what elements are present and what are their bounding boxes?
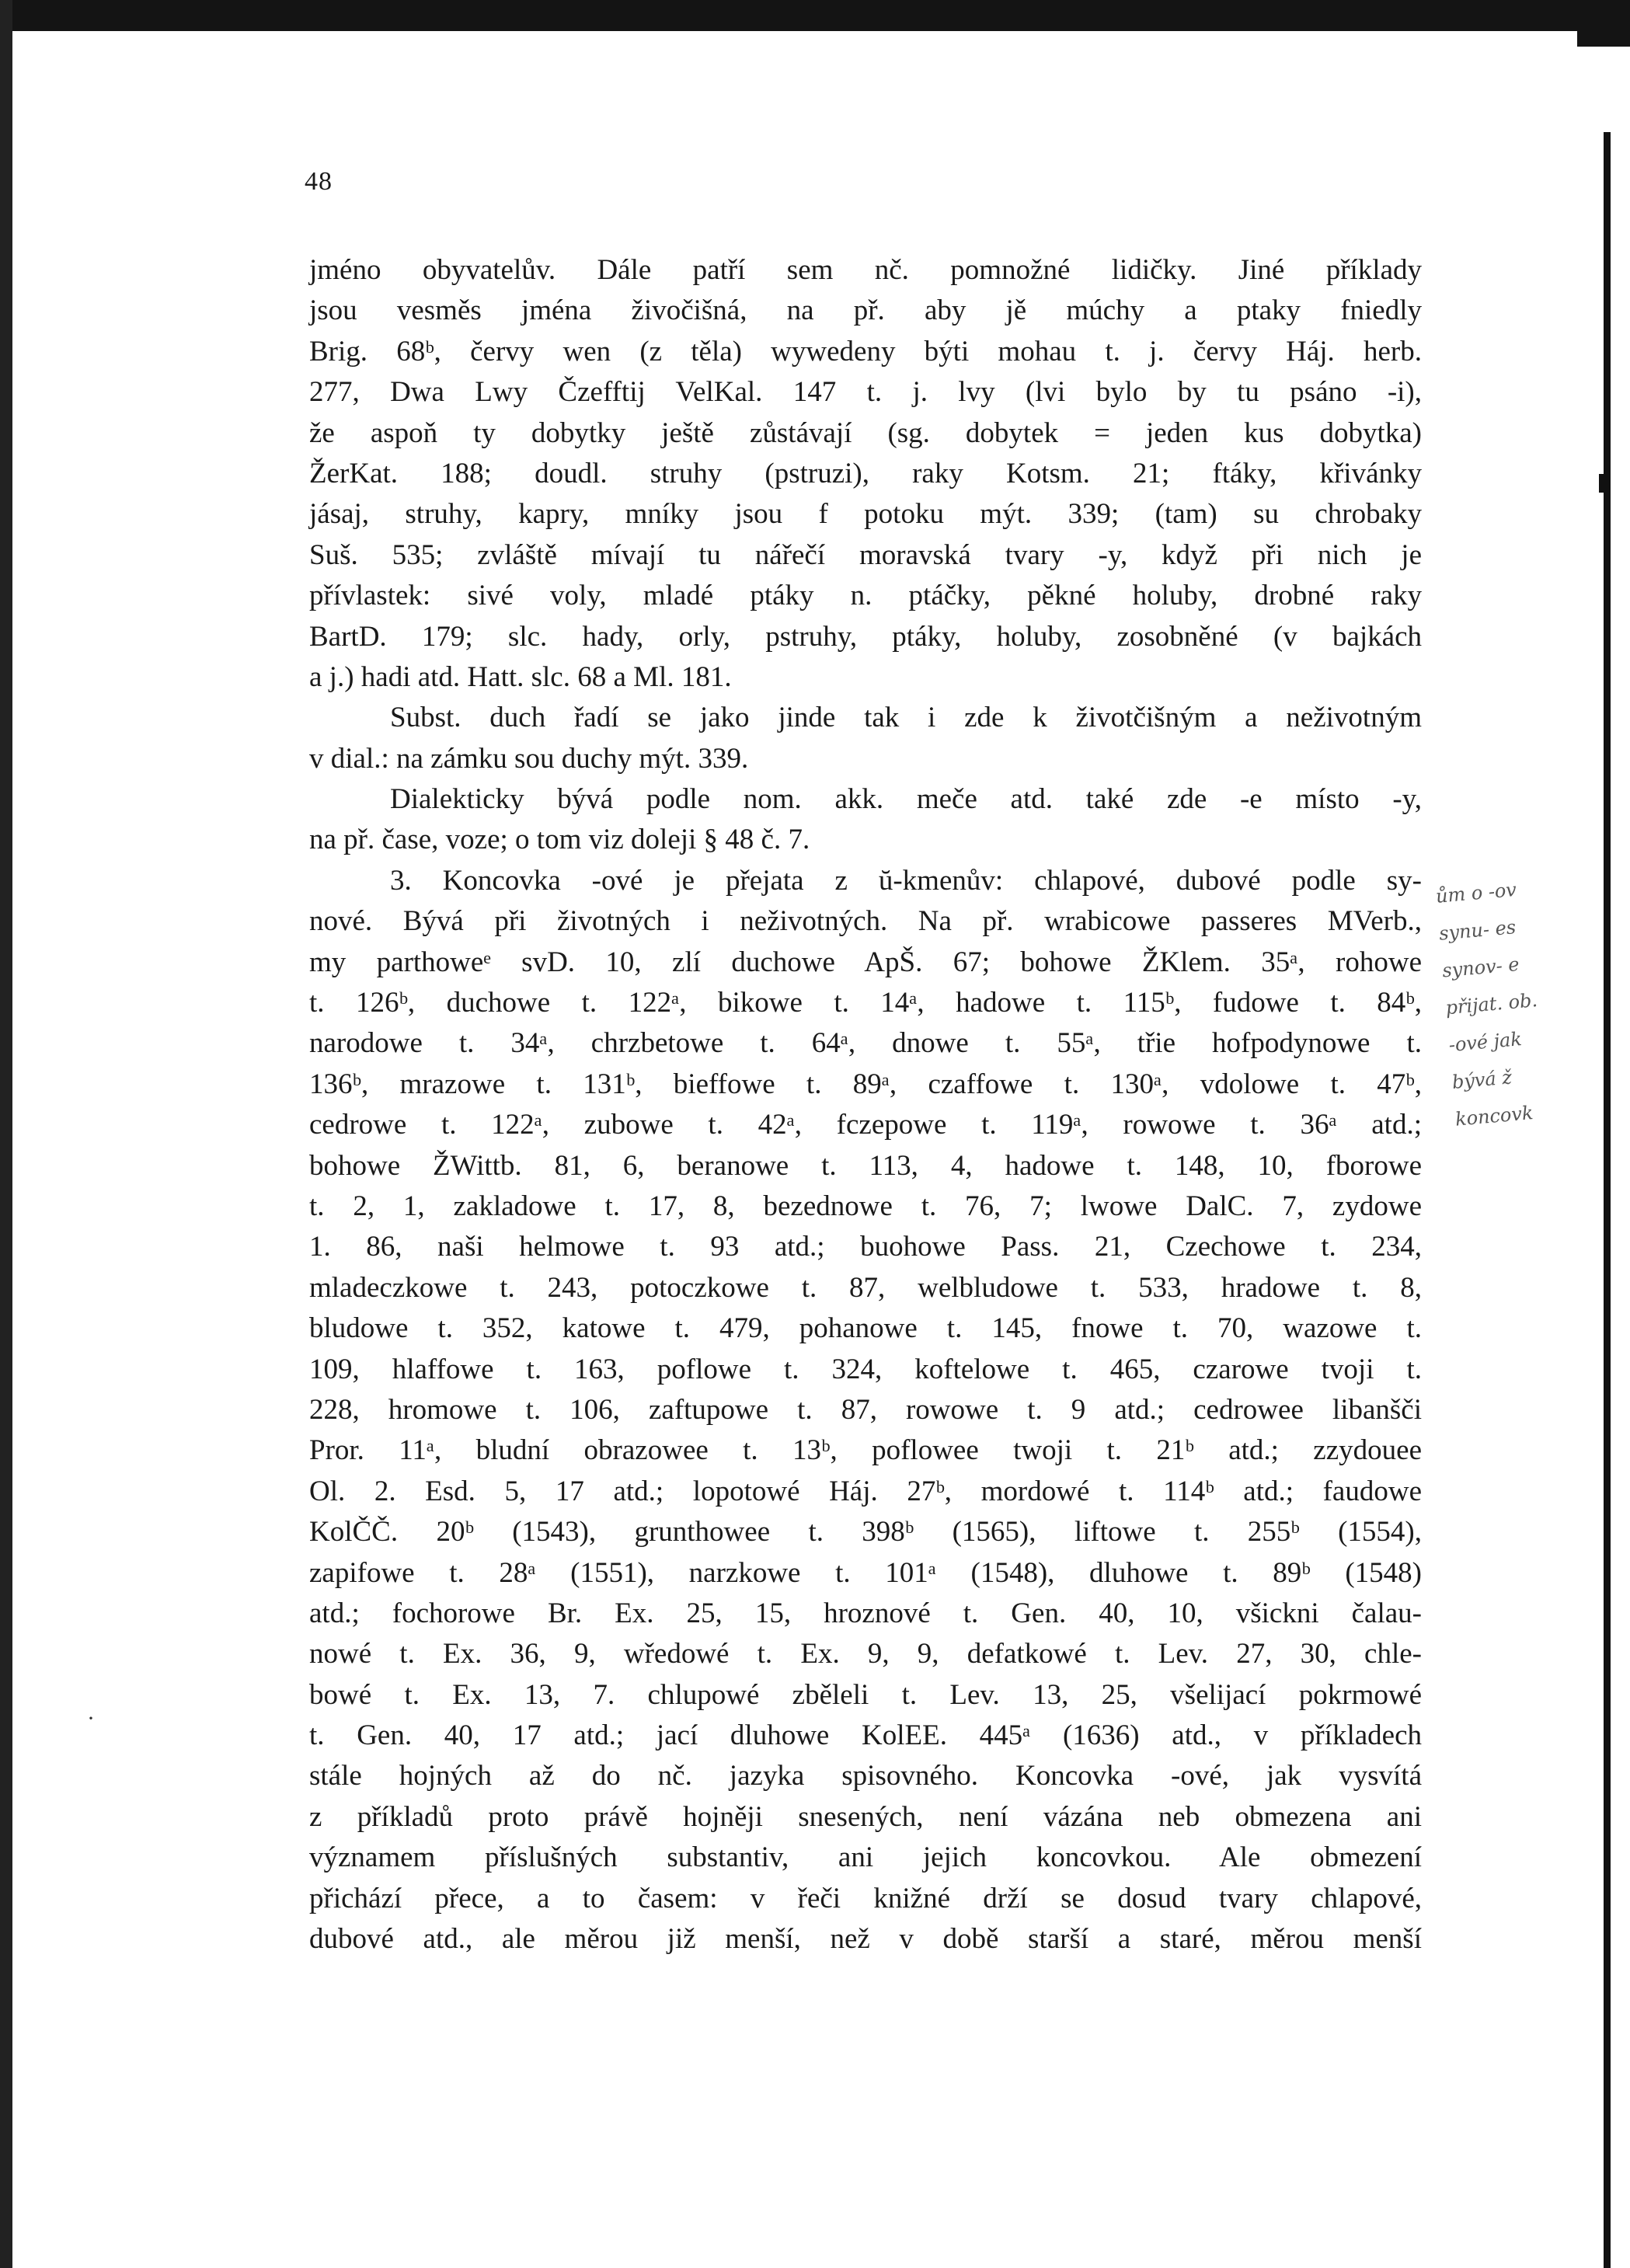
margin-note-line: koncovk (1454, 1102, 1534, 1131)
text-line: t. 126ᵇ, duchowe t. 122ᵃ, bikowe t. 14ᵃ, hadowe t. 115ᵇ, fudowe t. 84ᵇ, (309, 987, 1422, 1019)
text-line: jásaj, struhy, kapry, mníky jsou f potoku mýt. 339; (tam) su chrobaky (309, 498, 1422, 531)
text-line: stále hojných až do nč. jazyka spisovného. Koncovka -ové, jak vysvítá (309, 1760, 1422, 1792)
text-line: a j.) hadi atd. Hatt. slc. 68 a Ml. 181. (309, 660, 732, 693)
text-line: bohowe ŽWittb. 81, 6, beranowe t. 113, 4, hadowe t. 148, 10, fborowe (309, 1149, 1422, 1182)
text-line: nové. Bývá při životných i neživotných. Na př. wrabicowe passeres MVerb., (309, 905, 1422, 938)
text-line: 109, hlaffowe t. 163, poflowe t. 324, koftelowe t. 465, czarowe tvoji t. (309, 1353, 1422, 1385)
text-line: atd.; fochorowe Br. Ex. 25, 15, hroznové t. Gen. 40, 10, všickni čalau- (309, 1597, 1422, 1629)
scan-corner (1577, 0, 1630, 47)
text-line: Suš. 535; zvláště mívají tu nářečí moravská tvary -y, když při nich je (309, 538, 1422, 571)
margin-note-line: bývá ž (1451, 1066, 1513, 1093)
text-line: t. 2, 1, zakladowe t. 17, 8, bezednowe t. 76, 7; lwowe DalC. 7, zydowe (309, 1190, 1422, 1222)
margin-note-line: ům o -ov (1434, 878, 1517, 908)
text-line: 228, hromowe t. 106, zaftupowe t. 87, rowowe t. 9 atd.; cedrowee libanšči (309, 1393, 1422, 1426)
scan-edge-left (0, 0, 12, 2268)
text-line: Pror. 11ᵃ, bludní obrazowee t. 13ᵇ, poflowee twoji t. 21ᵇ atd.; zzydouee (309, 1434, 1422, 1467)
text-line: bludowe t. 352, katowe t. 479, pohanowe t. 145, fnowe t. 70, wazowe t. (309, 1312, 1422, 1345)
text-line: dubové atd., ale měrou již menší, než v době starší a staré, měrou menší (309, 1923, 1422, 1956)
text-line: významem příslušných substantiv, ani jejich koncovkou. Ale obmezení (309, 1841, 1422, 1874)
text-line: Brig. 68ᵇ, červy wen (z těla) wywedeny býti mohau t. j. červy Háj. herb. (309, 335, 1422, 368)
text-line: Subst. duch řadí se jako jinde tak i zde k životčišným a neživotným (390, 702, 1422, 734)
text-line: v dial.: na zámku sou duchy mýt. 339. (309, 742, 749, 775)
text-line: přívlastek: sivé voly, mladé ptáky n. ptáčky, pěkné holuby, drobné raky (309, 580, 1422, 612)
text-line: jméno obyvatelův. Dále patří sem nč. pomnožné lidičky. Jiné příklady (309, 254, 1422, 286)
text-line: cedrowe t. 122ᵃ, zubowe t. 42ᵃ, fczepowe t. 119ᵃ, rowowe t. 36ᵃ atd.; (309, 1109, 1422, 1141)
margin-note-line: synov- e (1441, 953, 1520, 982)
text-line: že aspoň ty dobytky ještě zůstávají (sg. dobytek = jeden kus dobytka) (309, 416, 1422, 449)
page-number: 48 (305, 167, 333, 196)
text-line: ŽerKat. 188; doudl. struhy (pstruzi), raky Kotsm. 21; ftáky, křivánky (309, 457, 1422, 489)
text-line: KolČČ. 20ᵇ (1543), grunthowee t. 398ᵇ (1565), liftowe t. 255ᵇ (1554), (309, 1516, 1422, 1549)
text-line: přichází přece, a to časem: v řeči knižné drží se dosud tvary chlapové, (309, 1882, 1422, 1914)
text-line: jsou vesměs jména živočišná, na př. aby jě múchy a ptaky fniedly (309, 294, 1422, 327)
text-line: t. Gen. 40, 17 atd.; jací dluhowe KolEE. 445ᵃ (1636) atd., v příkladech (309, 1719, 1422, 1752)
margin-note-line: přijat. ob. (1444, 989, 1539, 1019)
text-line: 3. Koncovka -ové je přejata z ŭ-kmenův: chlapové, dubové podle sy- (390, 864, 1422, 897)
text-line: Dialekticky bývá podle nom. akk. meče atd. také zde -e místo -y, (390, 783, 1422, 816)
text-line: z příkladů proto právě hojněji snesených, není vázána neb obmezena ani (309, 1800, 1422, 1833)
text-line: my parthoweᵉ svD. 10, zlí duchowe ApŠ. 67; bohowe ŽKlem. 35ᵃ, rohowe (309, 946, 1422, 978)
text-line: narodowe t. 34ᵃ, chrzbetowe t. 64ᵃ, dnowe t. 55ᵃ, třie hofpodynowe t. (309, 1027, 1422, 1060)
margin-note-line: synu- es (1438, 916, 1517, 945)
text-line: 1. 86, naši helmowe t. 93 atd.; buohowe Pass. 21, Czechowe t. 234, (309, 1231, 1422, 1263)
scan-edge-top (0, 0, 1630, 31)
text-line: 277, Dwa Lwy Čzefftij VelKal. 147 t. j. lvy (lvi bylo by tu psáno -i), (309, 376, 1422, 409)
text-line: zapifowe t. 28ᵃ (1551), narzkowe t. 101ᵃ (1548), dluhowe t. 89ᵇ (1548) (309, 1556, 1422, 1589)
text-line: na př. čase, voze; o tom viz doleji § 48 č. 7. (309, 824, 810, 856)
text-line: bowé t. Ex. 13, 7. chlupowé zběleli t. Lev. 13, 25, všelijací pokrmowé (309, 1678, 1422, 1711)
text-line: mladeczkowe t. 243, potoczkowe t. 87, welbludowe t. 533, hradowe t. 8, (309, 1271, 1422, 1304)
text-line: BartD. 179; slc. hady, orly, pstruhy, ptáky, holuby, zosobněné (v bajkách (309, 620, 1422, 653)
handwritten-margin-note (1434, 865, 1612, 1138)
margin-dot: · (87, 1705, 95, 1731)
scan-edge-mark (1599, 474, 1608, 493)
body-text (309, 250, 1422, 1960)
text-line: Ol. 2. Esd. 5, 17 atd.; lopotowé Háj. 27ᵇ, mordowé t. 114ᵇ atd.; faudowe (309, 1475, 1422, 1507)
scan-edge-right (1604, 132, 1611, 2268)
text-line: 136ᵇ, mrazowe t. 131ᵇ, bieffowe t. 89ᵃ, czaffowe t. 130ᵃ, vdolowe t. 47ᵇ, (309, 1068, 1422, 1100)
margin-note-line: -ové jak (1447, 1028, 1523, 1057)
text-line: nowé t. Ex. 36, 9, wředowé t. Ex. 9, 9, defatkowé t. Lev. 27, 30, chle- (309, 1638, 1422, 1671)
